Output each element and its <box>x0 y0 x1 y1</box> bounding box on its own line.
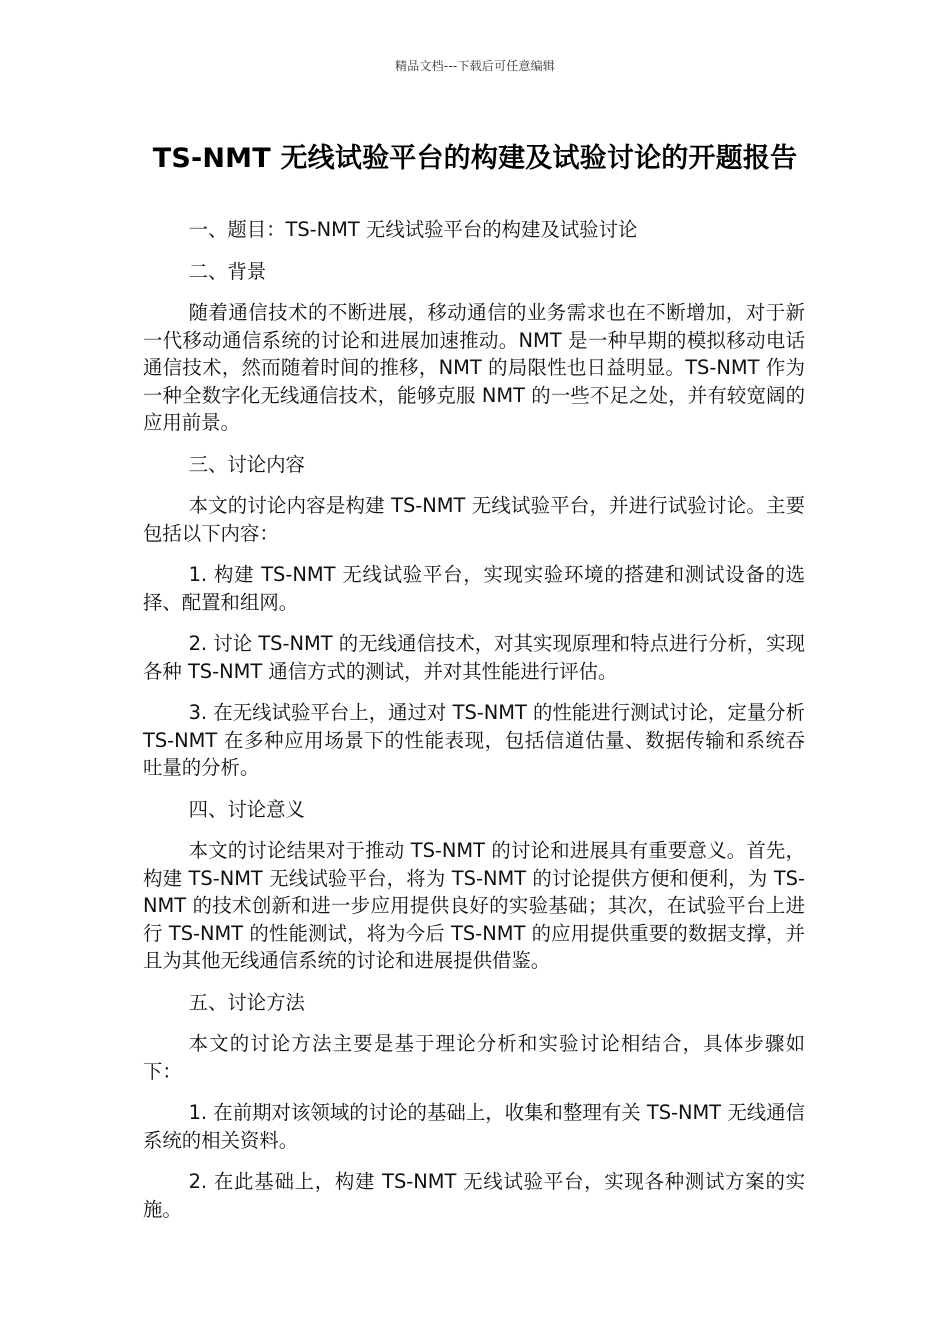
significance-heading: 四、讨论意义 <box>188 797 305 821</box>
background-paragraph: 随着通信技术的不断进展，移动通信的业务需求也在不断增加，对于新一代移动通信系统的讨论和进展加速推动。NMT 是一种早期的模拟移动电话通信技术，然而随着时间的推移，NMT 的局限性也日益明显。TS-NMT 作为一种全数字化无线通信技术，能够克服 NMT 的一些不足之处，并有较宽阔的应用前景。 <box>143 301 805 434</box>
topic-line: 一、题目：TS-NMT 无线试验平台的构建及试验讨论 <box>188 218 638 241</box>
content-heading: 三、讨论内容 <box>188 452 305 476</box>
method-item-2: 2. 在此基础上，构建 TS-NMT 无线试验平台，实现各种测试方案的实施。 <box>143 1170 805 1221</box>
document-body <box>143 216 805 1237</box>
content-item-1: 1. 构建 TS-NMT 无线试验平台，实现实验环境的搭建和测试设备的选择、配置和组网。 <box>143 563 805 614</box>
header-note: 精品文档---下载后可任意编辑 <box>395 59 555 73</box>
method-item-1: 1. 在前期对该领域的讨论的基础上，收集和整理有关 TS-NMT 无线通信系统的相关资料。 <box>143 1101 805 1152</box>
document-title: TS-NMT 无线试验平台的构建及试验讨论的开题报告 <box>152 143 798 174</box>
significance-paragraph: 本文的讨论结果对于推动 TS-NMT 的讨论和进展具有重要意义。首先，构建 TS-NMT 无线试验平台，将为 TS-NMT 的讨论提供方便和便利，为 TS-NMT 的技术创新和进一步应用提供良好的实验基础；其次，在试验平台上进行 TS-NMT 的性能测试，将为今后 TS-NMT 的应用提供重要的数据支撑，并且为其他无线通信系统的讨论和进展提供借鉴。 <box>143 839 805 972</box>
method-intro-paragraph: 本文的讨论方法主要是基于理论分析和实验讨论相结合，具体步骤如下： <box>143 1032 805 1083</box>
content-intro-paragraph: 本文的讨论内容是构建 TS-NMT 无线试验平台，并进行试验讨论。主要包括以下内容： <box>143 494 805 545</box>
content-item-2: 2. 讨论 TS-NMT 的无线通信技术，对其实现原理和特点进行分析，实现各种 TS-NMT 通信方式的测试，并对其性能进行评估。 <box>143 632 805 683</box>
method-heading: 五、讨论方法 <box>188 990 305 1014</box>
background-heading: 二、背景 <box>188 259 267 283</box>
content-item-3: 3. 在无线试验平台上，通过对 TS-NMT 的性能进行测试讨论，定量分析 TS-NMT 在多种应用场景下的性能表现，包括信道估量、数据传输和系统吞吐量的分析。 <box>143 701 805 779</box>
